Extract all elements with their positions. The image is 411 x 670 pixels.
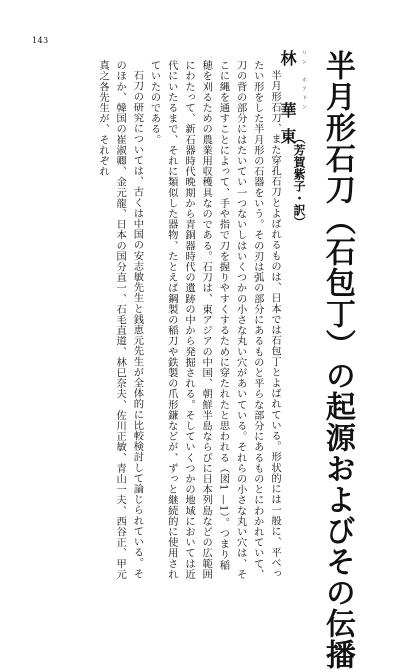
author-name: 林 華東: [278, 50, 297, 154]
body-paragraph: 半月形石刀、また穿孔石刀とよばれるものは、日本では石包丁とよばれている。形状的には一般に、平べったい形をした半月形の石器をいう。その刃は弧の部分にあるものと平らな部分にあるものとにわかれていて、刀の背の部分にはたいてい一つないしはいくつかの小さな丸い穴があいている。それらの小さな丸い穴は、そこに縄を通すことによって、手や指で刀を握りやすくするために穿たれたと思われる（図1 —1）。つまり稲穂を刈るための農業用収穫具なのである。石刀は、東アジアの中国、朝鮮半島ならびに日本列島などの広範囲にわたって、新石器時代晩期から青銅器時代の遺跡の中から発掘される。そしていくつかの地域においては近代にいたるまで、それに類似した器物、たとえば鋼製の稲刀や鉄製の爪形鎌などが、ずっと継続的に使用されていたのである。: [148, 60, 281, 580]
article-title: 半月形石刀（石包丁）の起源およびその伝播: [319, 50, 355, 670]
body-paragraph: 石刀の研究については、古くは中国の安志敏先生と銭恵元先生が全体的に比較検討して論じられている。そのほか、韓国の崔淑卿、金元龍、日本の国分直一、石毛直道、林巳奈夫、佐川正敏、青山一夫、西谷正、甲元真之各先生が、それぞれ: [96, 60, 144, 580]
translator-credit: （芳賀紫子・訳）: [292, 132, 306, 228]
body-text: [33, 60, 283, 580]
author-name-ruby: リン ホアドン: [301, 50, 307, 113]
page-number: 143: [32, 36, 49, 45]
